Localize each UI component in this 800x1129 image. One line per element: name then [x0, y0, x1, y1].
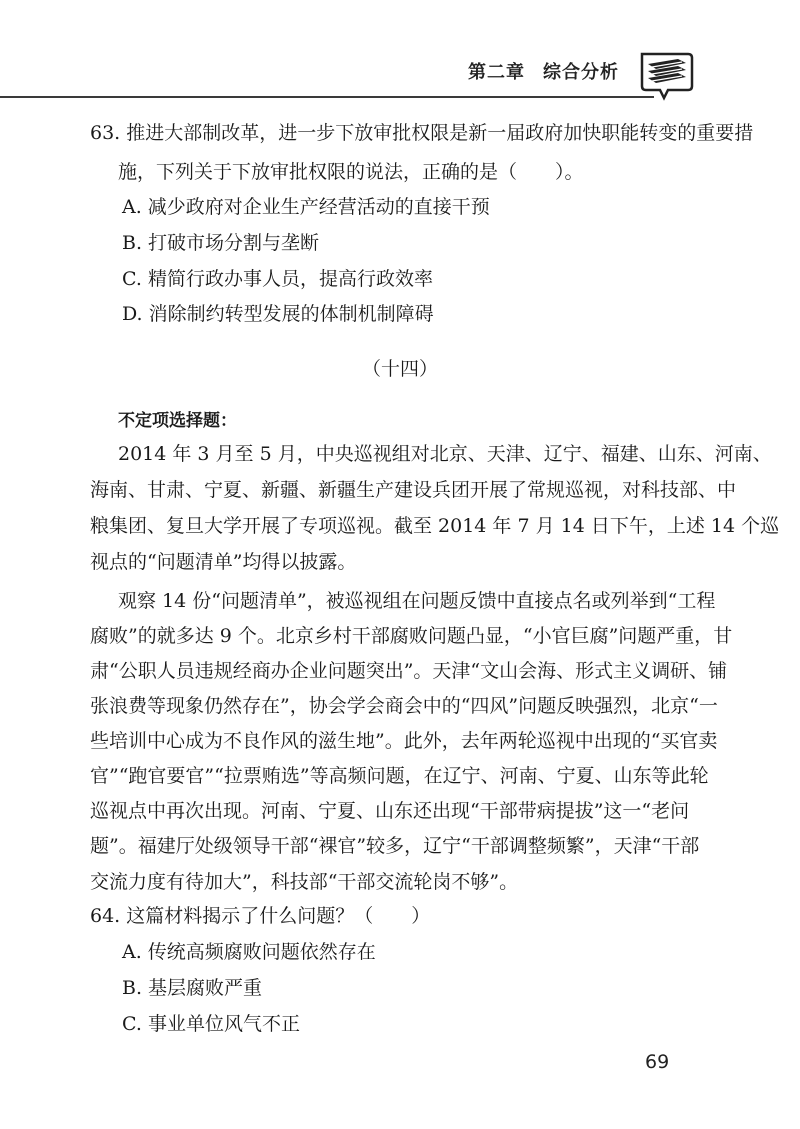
question-63-option-d: D. 消除制约转型发展的体制机制障碍: [122, 303, 434, 325]
material-p2-line-4: 张浪费等现象仍然存在”，协会学会商会中的“四风”问题反映强烈，北京“一: [90, 695, 718, 717]
section-title: （十四）: [361, 358, 438, 380]
question-64-option-a: A. 传统高频腐败问题依然存在: [122, 941, 376, 963]
material-p2-line-6: 官”“跑官要官”“拉票贿选”等高频问题，在辽宁、河南、宁夏、山东等此轮: [90, 765, 709, 787]
question-63-option-a: A. 减少政府对企业生产经营活动的直接干预: [122, 196, 490, 218]
question-type-heading: 不定项选择题：: [118, 411, 237, 431]
material-p2-line-2: 腐败”的就多达 9 个。北京乡村干部腐败问题凸显，“小官巨腐”问题严重，甘: [90, 625, 733, 647]
question-63-option-c: C. 精简行政办事人员，提高行政效率: [122, 268, 433, 290]
question-63-option-b: B. 打破市场分割与垄断: [122, 232, 320, 254]
material-p2-line-8: 题”。福建厅处级领导干部“裸官”较多，辽宁“干部调整频繁”，天津“干部: [90, 835, 700, 857]
page-number: 69: [645, 1051, 670, 1073]
material-p1-line-2: 海南、甘肃、宁夏、新疆、新疆生产建设兵团开展了常规巡视，对科技部、中: [90, 479, 737, 501]
material-p2-line-5: 些培训中心成为不良作风的滋生地”。此外，去年两轮巡视中出现的“买官卖: [90, 730, 718, 752]
question-64-line-1: 64. 这篇材料揭示了什么问题？（ ）: [90, 905, 431, 927]
question-64-option-b: B. 基层腐败严重: [122, 977, 263, 999]
book-stack-icon: [638, 48, 694, 104]
material-p2-line-3: 肃“公职人员违规经商办企业问题突出”。天津“文山会海、形式主义调研、铺: [90, 660, 728, 682]
material-p2-line-7: 巡视点中再次出现。河南、宁夏、山东还出现“干部带病提拔”这一“老问: [90, 800, 690, 822]
question-63-line-1: 63. 推进大部制改革，进一步下放审批权限是新一届政府加快职能转变的重要措: [90, 122, 754, 144]
material-p1-line-4: 视点的“问题清单”均得以披露。: [90, 551, 357, 573]
material-p1-line-1: 2014 年 3 月至 5 月，中央巡视组对北京、天津、辽宁、福建、山东、河南、: [118, 443, 772, 465]
header-rule: [0, 96, 654, 98]
material-p1-line-3: 粮集团、复旦大学开展了专项巡视。截至 2014 年 7 月 14 日下午，上述 14 个巡: [90, 515, 780, 537]
section-label: 综合分析: [543, 62, 619, 83]
question-64-option-c: C. 事业单位风气不正: [122, 1013, 300, 1035]
question-63-line-2: 施，下列关于下放审批权限的说法，正确的是（ ）。: [118, 161, 584, 183]
material-p2-line-1: 观察 14 份“问题清单”，被巡视组在问题反馈中直接点名或列举到“工程: [118, 590, 716, 612]
chapter-label: 第二章: [468, 62, 525, 83]
material-p2-line-9: 交流力度有待加大”，科技部“干部交流轮岗不够”。: [90, 871, 519, 893]
page-header: [0, 0, 800, 110]
running-header: [468, 58, 628, 84]
